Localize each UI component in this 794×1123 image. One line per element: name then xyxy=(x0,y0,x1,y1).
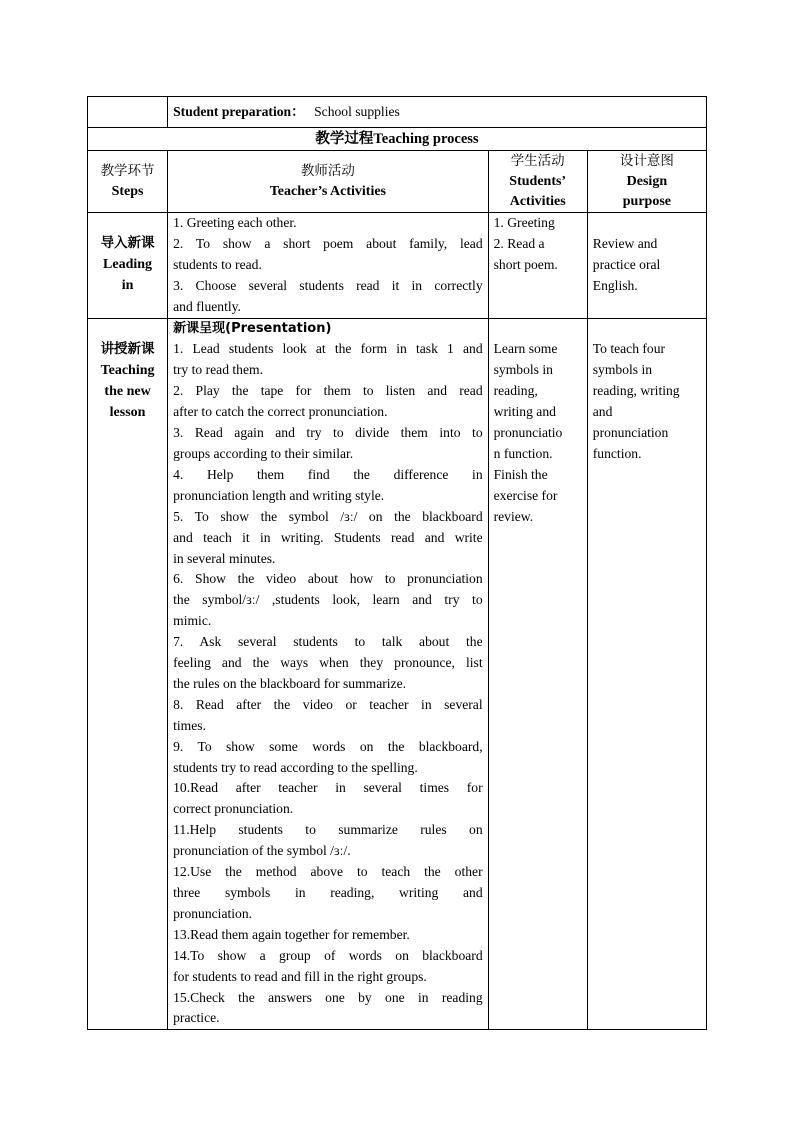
header-students-en1: Students’ xyxy=(509,174,567,189)
text-line: 1. Greeting each other. xyxy=(173,215,297,230)
step-leading-in xyxy=(88,213,168,319)
text-line: students to read. xyxy=(173,256,262,272)
text-line: students try to read according to the spelling. xyxy=(173,759,418,775)
text-line: n function. xyxy=(493,445,553,461)
presentation-heading: 新课呈现(Presentation) xyxy=(173,320,332,336)
text-line: exercise for xyxy=(493,487,558,503)
text-line: 13.Read them again together for remember. xyxy=(173,926,410,942)
header-steps xyxy=(88,151,168,213)
text-line: 1. Lead students look at the form in task 1 and xyxy=(173,341,483,357)
preparation-cell xyxy=(168,97,707,128)
text-line: feeling and the ways when they pronounce, list xyxy=(173,655,483,671)
text-line: and teach it in writing. Students read and write xyxy=(173,529,483,545)
text-line: Review and xyxy=(592,235,658,251)
text-line: try to read them. xyxy=(173,362,263,378)
header-steps-zh: 教学环节 xyxy=(100,163,155,179)
text-line: for students to read and fill in the right groups. xyxy=(173,968,427,984)
header-teacher-zh: 教师活动 xyxy=(300,163,355,179)
text-line: Learn some xyxy=(493,341,558,357)
text-line: and fluently. xyxy=(173,298,241,314)
text-line: 11.Help students to summarize rules on xyxy=(173,822,483,838)
header-steps-en: Steps xyxy=(111,184,144,199)
text-line: reading, xyxy=(493,383,538,399)
text-line: pronunciatio xyxy=(493,425,563,441)
design-purpose xyxy=(587,318,706,1030)
preparation-empty-cell xyxy=(88,97,168,128)
text-line: symbols in xyxy=(493,362,553,378)
text-line: reading, writing xyxy=(592,383,680,399)
preparation-row xyxy=(88,97,707,128)
design-purpose xyxy=(587,213,706,319)
text-line: 5. To show the symbol /ɜː/ on the blackboard xyxy=(173,508,483,524)
text-line: and xyxy=(592,404,613,420)
text-line: pronunciation. xyxy=(173,905,253,921)
step-zh: 导入新课 xyxy=(100,235,155,251)
header-purpose-en2: purpose xyxy=(622,194,671,209)
text-line: 12.Use the method above to teach the other xyxy=(173,864,483,880)
text-line: times. xyxy=(173,717,206,733)
text-line: short poem. xyxy=(493,256,558,272)
text-line: groups according to their similar. xyxy=(173,445,354,461)
text-line: 7. Ask several students to talk about the xyxy=(173,634,483,650)
text-line: pronunciation length and writing style. xyxy=(173,487,385,503)
text-line: three symbols in reading, writing and xyxy=(173,885,483,900)
text-line: 8. Read after the video or teacher in several xyxy=(173,696,483,712)
table-row xyxy=(88,318,707,1030)
text-line: English. xyxy=(592,277,638,293)
preparation-value: School supplies xyxy=(314,103,400,119)
text-line: practice oral xyxy=(592,256,661,272)
step-zh: 讲授新课 xyxy=(100,340,155,357)
text-line: 3. Choose several students read it in correctly xyxy=(173,277,483,293)
text-line: review. xyxy=(493,508,534,524)
text-line: Finish the xyxy=(493,466,548,482)
step-teaching-new-lesson xyxy=(88,318,168,1030)
lesson-plan-table xyxy=(87,96,707,1030)
text-line: 1. Greeting xyxy=(493,215,555,230)
header-purpose-en1: Design xyxy=(626,174,668,189)
text-line: 10.Read after teacher in several times for xyxy=(173,780,483,796)
section-title: 教学过程Teaching process xyxy=(88,128,707,151)
section-title-row xyxy=(88,128,707,151)
text-line: 2. Play the tape for them to listen and read xyxy=(173,383,483,399)
header-row xyxy=(88,151,707,213)
text-line: 3. Read again and try to divide them into to xyxy=(173,425,483,441)
text-line: pronunciation xyxy=(592,425,669,441)
text-line: 15.Check the answers one by one in reading xyxy=(173,989,483,1005)
text-line: after to catch the correct pronunciation. xyxy=(173,404,388,420)
text-line: To teach four xyxy=(592,341,666,357)
step-en: lesson xyxy=(109,404,146,420)
header-purpose-zh: 设计意图 xyxy=(619,153,674,169)
text-line: the rules on the blackboard for summarize. xyxy=(173,675,407,691)
text-line: function. xyxy=(592,445,642,461)
text-line: 14.To show a group of words on blackboard xyxy=(173,947,483,963)
header-students-en2: Activities xyxy=(509,194,566,209)
header-teacher xyxy=(168,151,489,213)
header-purpose xyxy=(587,151,706,213)
step-en: in xyxy=(121,278,134,293)
text-line: writing and xyxy=(493,404,556,420)
text-line: 2. Read a xyxy=(493,235,545,251)
text-line: symbols in xyxy=(592,362,653,378)
teacher-activities xyxy=(168,318,489,1030)
step-en: Leading xyxy=(103,257,153,272)
text-line: 4. Help them find the difference in xyxy=(173,466,483,482)
text-line: 6. Show the video about how to pronunciation xyxy=(173,571,483,587)
step-en: Teaching xyxy=(100,362,155,378)
table-row xyxy=(88,213,707,319)
step-en: the new xyxy=(104,383,151,399)
preparation-label: Student preparation： xyxy=(173,103,305,119)
teacher-activities xyxy=(168,213,489,319)
text-line: in several minutes. xyxy=(173,550,276,566)
header-students-zh: 学生活动 xyxy=(510,153,565,169)
student-activities xyxy=(488,213,587,319)
header-students xyxy=(488,151,587,213)
student-activities xyxy=(488,318,587,1030)
text-line: mimic. xyxy=(173,613,212,629)
text-line: the symbol/ɜː/ ,students look, learn and try to xyxy=(173,592,483,608)
text-line: correct pronunciation. xyxy=(173,801,294,817)
text-line: 2. To show a short poem about family, lead xyxy=(173,235,483,251)
text-line: 9. To show some words on the blackboard, xyxy=(173,738,483,754)
text-line: practice. xyxy=(173,1010,220,1026)
text-line: pronunciation of the symbol /ɜː/. xyxy=(173,843,351,859)
header-teacher-en: Teacher’s Activities xyxy=(269,184,386,199)
